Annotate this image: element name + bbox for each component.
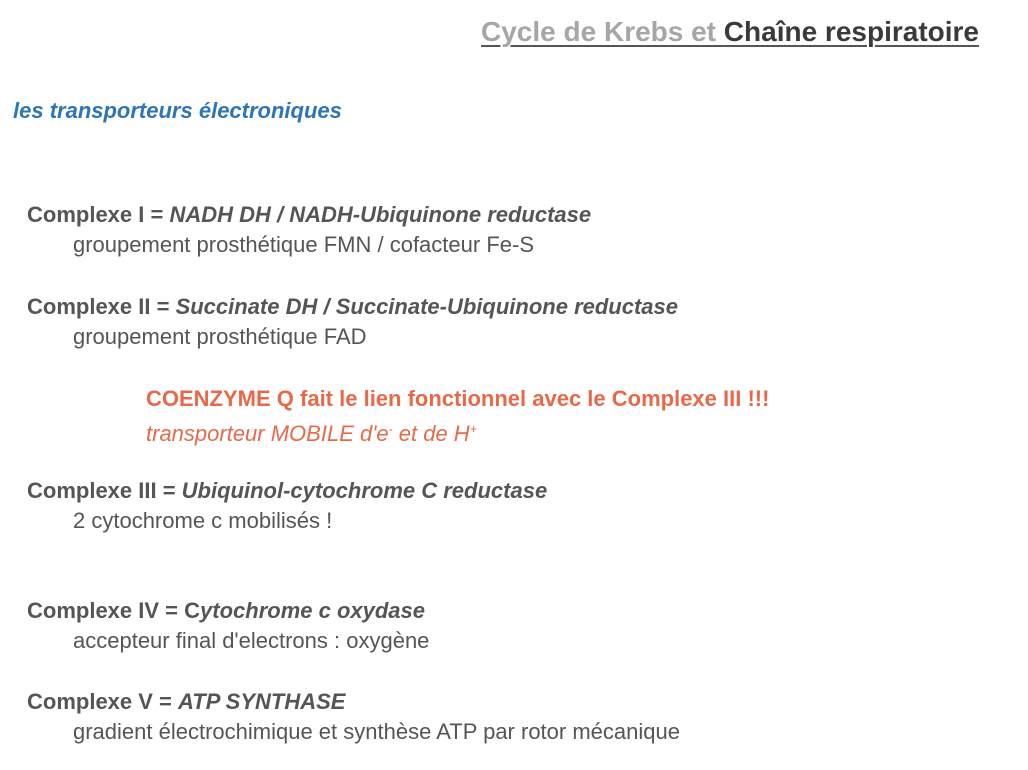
- complex-1-heading: [27, 200, 591, 230]
- title-part-krebs: Cycle de Krebs et: [481, 16, 724, 47]
- coenzyme-q-desc-a: transporteur MOBILE d'e: [146, 421, 389, 446]
- complex-3-heading: [27, 476, 547, 506]
- complex-5-heading: [27, 687, 680, 717]
- complex-5: [27, 687, 680, 747]
- complex-4: [27, 596, 429, 656]
- complex-3: [27, 476, 547, 536]
- complex-4-enzyme: ytochrome c oxydase: [200, 598, 425, 623]
- title-part-chain: Chaîne respiratoire: [723, 16, 979, 47]
- complex-4-heading: [27, 596, 429, 626]
- slide-subtitle: les transporteurs électroniques: [13, 98, 342, 123]
- complex-5-name: Complexe V =: [27, 689, 179, 714]
- complex-3-enzyme: Ubiquinol-cytochrome C reductase: [181, 478, 548, 503]
- coenzyme-q-title: COENZYME Q fait le lien fonctionnel avec le Complexe III !!!: [146, 386, 770, 411]
- complex-5-detail: gradient électrochimique et synthèse ATP par rotor mécanique: [73, 719, 680, 744]
- complex-2: [27, 292, 678, 352]
- complex-2-detail: groupement prosthétique FAD: [73, 324, 367, 349]
- coenzyme-q-note: [146, 384, 769, 449]
- complex-5-enzyme: ATP SYNTHASE: [178, 689, 346, 714]
- complex-1: [27, 200, 591, 260]
- proton-charge-sup: +: [469, 422, 477, 436]
- complex-3-detail: 2 cytochrome c mobilisés !: [73, 508, 333, 533]
- coenzyme-q-desc-b: et de H: [392, 421, 470, 446]
- complex-1-name: Complexe I =: [27, 202, 170, 227]
- complex-2-heading: [27, 292, 678, 322]
- complex-3-name: Complexe III =: [27, 478, 182, 503]
- complex-2-name: Complexe II =: [27, 294, 176, 319]
- complex-4-name: Complexe IV = C: [27, 598, 201, 623]
- coenzyme-q-description: [146, 414, 769, 449]
- electron-charge-sup: -: [388, 422, 393, 436]
- slide-title: [481, 16, 979, 48]
- complex-4-detail: accepteur final d'electrons : oxygène: [73, 628, 430, 653]
- complex-1-detail: groupement prosthétique FMN / cofacteur Fe-S: [73, 232, 534, 257]
- complex-1-enzyme: NADH DH / NADH-Ubiquinone reductase: [169, 202, 592, 227]
- complex-2-enzyme: Succinate DH / Succinate-Ubiquinone reductase: [175, 294, 679, 319]
